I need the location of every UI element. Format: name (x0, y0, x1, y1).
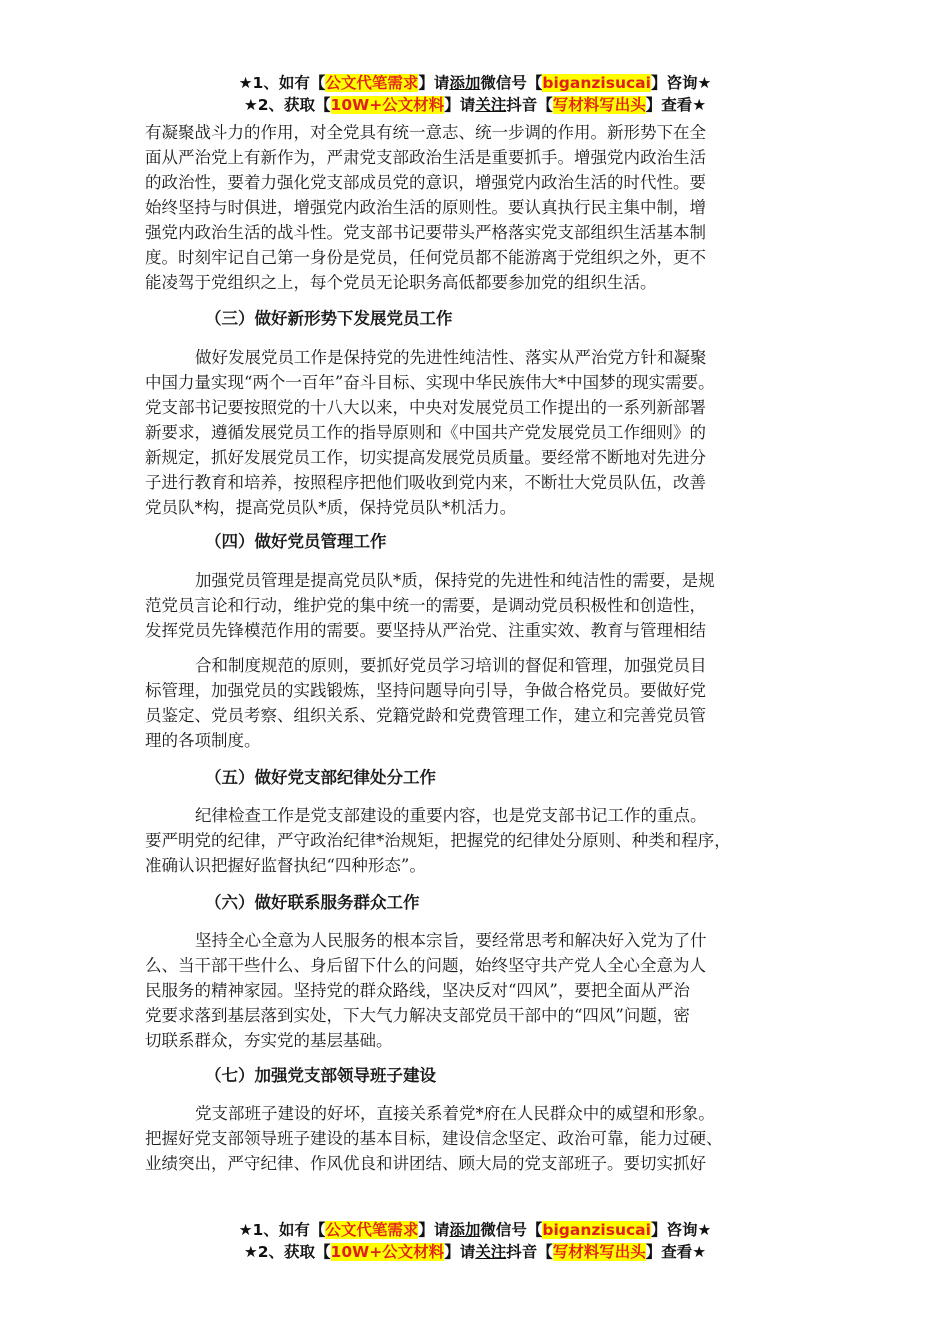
text-line: 切联系群众，夯实党的基层基础。 (145, 1031, 393, 1050)
section-heading-4: （四）做好党员管理工作 (205, 532, 387, 551)
text-line: 子进行教育和培养，按照程序把他们吸收到党内来，不断壮大党员队伍，改善 (145, 473, 706, 492)
text-line: 能凌驾于党组织之上，每个党员无论职务高低都要参加党的组织生活。 (145, 273, 657, 292)
banner-douyin-id: 写材料写出头 (552, 1243, 646, 1261)
section-heading-5: （五）做好党支部纪律处分工作 (205, 768, 436, 787)
text-line: 强党内政治生活的战斗性。党支部书记要带头严格落实党支部组织生活基本制 (145, 223, 706, 242)
banner-text: 微信号【 (480, 74, 543, 92)
text-line: 民服务的精神家园。坚持党的群众路线，坚决反对“四风”，要把全面从严治 (145, 981, 690, 1000)
banner-text: ★1、如有【 (238, 74, 326, 92)
section-heading-7: （七）加强党支部领导班子建设 (205, 1066, 436, 1085)
text-line: 么、当干部干些什么、身后留下什么的问题，始终坚守共产党人全心全意为人 (145, 956, 706, 975)
text-line: 加强党员管理是提高党员队*质，保持党的先进性和纯洁性的需要，是规 (195, 571, 715, 590)
text-line: 度。时刻牢记自己第一身份是党员，任何党员都不能游离于党组织之外，更不 (145, 248, 706, 267)
text-line: 标管理，加强党员的实践锻炼，坚持问题导向引导，争做合格党员。要做好党 (145, 681, 706, 700)
banner-text: ★1、如有【 (238, 1221, 326, 1239)
text-line: 范党员言论和行动，维护党的集中统一的需要，是调动党员积极性和创造性， (145, 596, 706, 615)
banner-text: 】咨询★ (650, 74, 712, 92)
text-line: 把握好党支部领导班子建设的基本目标，建设信念坚定、政治可靠，能力过硬、 (145, 1129, 723, 1148)
banner-highlight: 公文代笔需求 (325, 74, 419, 92)
text-line: 合和制度规范的原则，要抓好党员学习培训的督促和管理，加强党员目 (195, 656, 707, 675)
paragraph-4b (145, 653, 707, 753)
banner-highlight: 公文代笔需求 (325, 1221, 419, 1239)
banner-text: 抖音【 (506, 96, 553, 114)
banner-underline-text: 关注 (475, 1243, 507, 1261)
banner-text: 抖音【 (506, 1243, 553, 1261)
paragraph-3 (145, 345, 715, 520)
paragraph-4a (145, 568, 715, 643)
top-banner (0, 72, 950, 116)
banner-text: 】请 (444, 96, 476, 114)
text-line: 的政治性，要着力强化党支部成员党的意识，增强党内政治生活的时代性。要 (145, 173, 706, 192)
section-heading-6: （六）做好联系服务群众工作 (205, 893, 420, 912)
banner-text: 】咨询★ (650, 1221, 712, 1239)
text-line: 新要求，遵循发展党员工作的指导原则和《中国共产党发展党员工作细则》的 (145, 423, 706, 442)
paragraph-6 (145, 928, 707, 1053)
banner-highlight: 10W+公文材料 (330, 96, 445, 114)
text-line: 中国力量实现“两个一百年”奋斗目标、实现中华民族伟大*中国梦的现实需要。 (145, 373, 715, 392)
banner-text: 】请 (418, 74, 450, 92)
text-line: 坚持全心全意为人民服务的根本宗旨，要经常思考和解决好入党为了什 (195, 931, 707, 950)
text-line: 发挥党员先锋模范作用的需要。要坚持从严治党、注重实效、教育与管理相结 (145, 621, 706, 640)
paragraph-5 (145, 803, 731, 878)
banner-text: 】请 (444, 1243, 476, 1261)
banner-text: ★2、获取【 (243, 1243, 331, 1261)
section-heading-3: （三）做好新形势下发展党员工作 (205, 309, 453, 328)
paragraph-continued (145, 120, 706, 295)
text-line: 纪律检查工作是党支部建设的重要内容，也是党支部书记工作的重点。 (195, 806, 707, 825)
banner-douyin-id: 写材料写出头 (552, 96, 646, 114)
banner-underline-text: 添加 (449, 1221, 481, 1239)
banner-wechat-id: biganzisucai (542, 74, 651, 92)
text-line: 始终坚持与时俱进，增强党内政治生活的原则性。要认真执行民主集中制，增 (145, 198, 706, 217)
text-line: 党支部书记要按照党的十八大以来，中央对发展党员工作提出的一系列新部署 (145, 398, 706, 417)
banner-line-1 (0, 1219, 950, 1241)
banner-underline-text: 关注 (475, 96, 507, 114)
text-line: 党要求落到基层落到实处，下大气力解决支部党员干部中的“四风”问题，密 (145, 1006, 690, 1025)
bottom-banner (0, 1219, 950, 1263)
banner-text: 】查看★ (645, 1243, 707, 1261)
text-line: 党支部班子建设的好坏，直接关系着党*府在人民群众中的威望和形象。 (195, 1104, 715, 1123)
banner-text: 】请 (418, 1221, 450, 1239)
text-line: 理的各项制度。 (145, 731, 261, 750)
text-line: 新规定，抓好发展党员工作，切实提高发展党员质量。要经常不断地对先进分 (145, 448, 706, 467)
banner-text: 】查看★ (645, 96, 707, 114)
banner-line-1 (0, 72, 950, 94)
banner-line-2 (0, 94, 950, 116)
banner-text: ★2、获取【 (243, 96, 331, 114)
text-line: 员鉴定、党员考察、组织关系、党籍党龄和党费管理工作，建立和完善党员管 (145, 706, 706, 725)
text-line: 业绩突出，严守纪律、作风优良和讲团结、顾大局的党支部班子。要切实抓好 (145, 1154, 706, 1173)
text-line: 做好发展党员工作是保持党的先进性纯洁性、落实从严治党方针和凝聚 (195, 348, 707, 367)
banner-text: 微信号【 (480, 1221, 543, 1239)
text-line: 准确认识把握好监督执纪“四种形态”。 (145, 856, 426, 875)
banner-wechat-id: biganzisucai (542, 1221, 651, 1239)
text-line: 面从严治党上有新作为，严肃党支部政治生活是重要抓手。增强党内政治生活 (145, 148, 706, 167)
text-line: 有凝聚战斗力的作用，对全党具有统一意志、统一步调的作用。新形势下在全 (145, 123, 706, 142)
banner-underline-text: 添加 (449, 74, 481, 92)
paragraph-7 (145, 1101, 723, 1176)
text-line: 党员队*构，提高党员队*质，保持党员队*机活力。 (145, 498, 517, 517)
banner-highlight: 10W+公文材料 (330, 1243, 445, 1261)
banner-line-2 (0, 1241, 950, 1263)
text-line: 要严明党的纪律，严守政治纪律*治规矩，把握党的纪律处分原则、种类和程序， (145, 831, 731, 850)
